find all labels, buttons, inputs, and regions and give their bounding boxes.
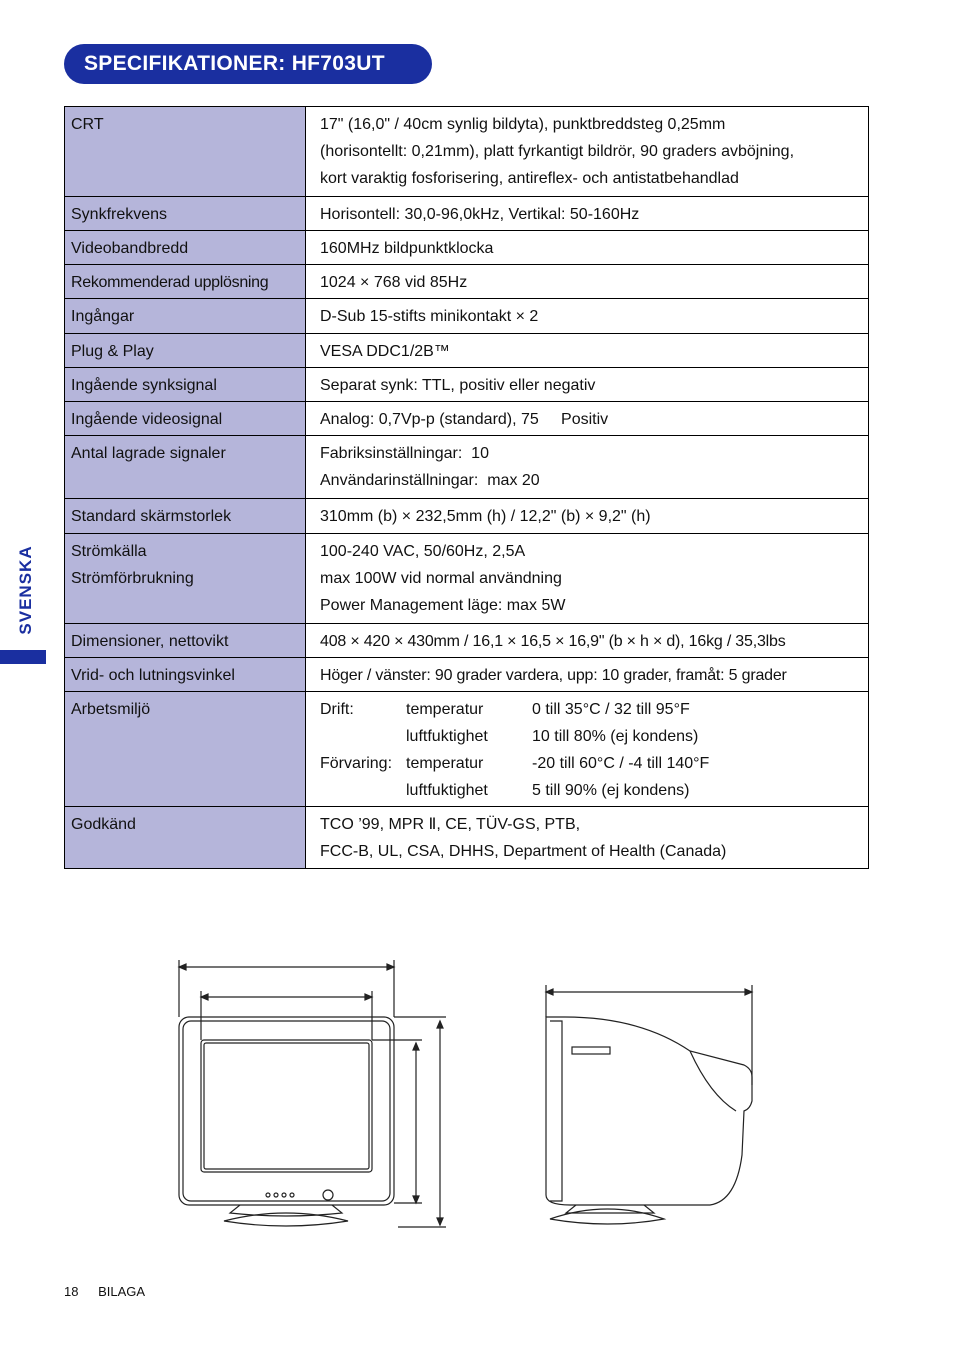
spec-value-line: 1024 × 768 vid 85Hz xyxy=(320,274,468,291)
spec-value xyxy=(306,624,869,658)
environment-grid xyxy=(320,696,862,804)
spec-value-line: VESA DDC1/2B™ xyxy=(320,343,450,360)
spec-table xyxy=(64,106,869,869)
spec-key: Arbetsmiljö xyxy=(65,692,306,807)
spec-value-line: Användarinställningar: max 20 xyxy=(320,472,540,489)
spec-row-plug-play xyxy=(65,334,869,368)
spec-value-line: 17" (16,0" / 40cm synlig bildyta), punktbreddsteg 0,25mm xyxy=(320,116,726,133)
env-measure: luftfuktighet xyxy=(406,782,488,799)
spec-value-line: 160MHz bildpunktklocka xyxy=(320,240,494,257)
spec-value xyxy=(306,368,869,402)
spec-value xyxy=(306,658,869,692)
spec-value-line: FCC-B, UL, CSA, DHHS, Department of Health (Canada) xyxy=(320,843,727,860)
spec-key-line: Strömförbrukning xyxy=(71,570,194,587)
spec-key: Plug & Play xyxy=(65,334,306,368)
spec-key: Synkfrekvens xyxy=(65,197,306,231)
spec-row-sync-signal xyxy=(65,368,869,402)
side-view xyxy=(546,985,752,1224)
spec-row-crt xyxy=(65,107,869,197)
spec-value-line: Analog: 0,7Vp-p (standard), 75 Positiv xyxy=(320,411,609,428)
spec-value-line: (horisontellt: 0,21mm), platt fyrkantigt bildrör, 90 graders avböjning, xyxy=(320,143,795,160)
spec-row-video-signal xyxy=(65,402,869,436)
spec-key: Videobandbredd xyxy=(65,231,306,265)
spec-key: Godkänd xyxy=(65,807,306,869)
page-title: SPECIFIKATIONER: HF703UT xyxy=(64,44,432,84)
spec-value-line: D-Sub 15-stifts minikontakt × 2 xyxy=(320,308,539,325)
spec-value xyxy=(306,499,869,534)
spec-value-line: max 100W vid normal användning xyxy=(320,570,562,587)
spec-value-line: Höger / vänster: 90 grader vardera, upp: 10 grader, framåt: 5 grader xyxy=(320,667,787,684)
spec-key-line: Strömkälla xyxy=(71,543,147,560)
spec-value xyxy=(306,534,869,624)
spec-value-line: Fabriksinställningar: 10 xyxy=(320,445,489,462)
env-label: Drift: xyxy=(320,701,354,718)
spec-row-dimensions xyxy=(65,624,869,658)
spec-row-power xyxy=(65,534,869,624)
env-label xyxy=(320,723,406,750)
env-range: 10 till 80% (ej kondens) xyxy=(532,728,699,745)
spec-value-line: 408 × 420 × 430mm / 16,1 × 16,5 × 16,9" (b × h × d), 16kg / 35,3lbs xyxy=(320,633,786,650)
spec-value xyxy=(306,334,869,368)
spec-value xyxy=(306,402,869,436)
spec-value xyxy=(306,299,869,334)
env-measure: luftfuktighet xyxy=(406,728,488,745)
env-range: -20 till 60°C / -4 till 140°F xyxy=(532,755,710,772)
spec-row-inputs xyxy=(65,299,869,334)
section-name: BILAGA xyxy=(98,1284,146,1299)
spec-key: Ingångar xyxy=(65,299,306,334)
spec-row-swivel-tilt xyxy=(65,658,869,692)
spec-value-line: 310mm (b) × 232,5mm (h) / 12,2" (b) × 9,2" (h) xyxy=(320,508,651,525)
spec-value-line: kort varaktig fosforisering, antireflex- och antistatbehandlad xyxy=(320,170,739,187)
spec-row-bandwidth xyxy=(65,231,869,265)
spec-key: Ingående videosignal xyxy=(65,402,306,436)
language-tab xyxy=(0,530,46,665)
spec-value-line: Power Management läge: max 5W xyxy=(320,597,566,614)
env-measure: temperatur xyxy=(406,755,484,772)
spec-value xyxy=(306,197,869,231)
spec-value xyxy=(306,692,869,807)
spec-value xyxy=(306,807,869,869)
spec-key: Antal lagrade signaler xyxy=(65,436,306,499)
env-measure: temperatur xyxy=(406,701,484,718)
language-tab-bar xyxy=(0,650,46,664)
spec-value xyxy=(306,436,869,499)
spec-value-line: Horisontell: 30,0-96,0kHz, Vertikal: 50-160Hz xyxy=(320,206,640,223)
monitor-dimension-drawing xyxy=(170,955,770,1245)
spec-row-resolution xyxy=(65,265,869,299)
env-range: 0 till 35°C / 32 till 95°F xyxy=(532,701,690,718)
spec-key: Ingående synksignal xyxy=(65,368,306,402)
spec-row-approvals xyxy=(65,807,869,869)
page-footer xyxy=(64,1284,161,1299)
env-range: 5 till 90% (ej kondens) xyxy=(532,782,690,799)
spec-row-stored-signals xyxy=(65,436,869,499)
spec-row-sync xyxy=(65,197,869,231)
spec-value-line: 100-240 VAC, 50/60Hz, 2,5A xyxy=(320,543,526,560)
spec-value-line: Separat synk: TTL, positiv eller negativ xyxy=(320,377,596,394)
spec-row-environment xyxy=(65,692,869,807)
language-label: SVENSKA xyxy=(16,545,35,635)
spec-key: CRT xyxy=(65,107,306,197)
spec-key: Vrid- och lutningsvinkel xyxy=(65,658,306,692)
spec-key xyxy=(65,534,306,624)
spec-value xyxy=(306,231,869,265)
page-number: 18 xyxy=(64,1284,79,1299)
spec-key: Dimensioner, nettovikt xyxy=(65,624,306,658)
spec-value xyxy=(306,265,869,299)
spec-key: Standard skärmstorlek xyxy=(65,499,306,534)
spec-value-line: TCO ’99, MPR Ⅱ, CE, TÜV-GS, PTB, xyxy=(320,816,581,833)
front-view xyxy=(179,960,446,1227)
spec-key: Rekommenderad upplösning xyxy=(65,265,306,299)
spec-row-screen-size xyxy=(65,499,869,534)
env-label: Förvaring: xyxy=(320,755,393,772)
spec-value xyxy=(306,107,869,197)
env-label xyxy=(320,777,406,804)
